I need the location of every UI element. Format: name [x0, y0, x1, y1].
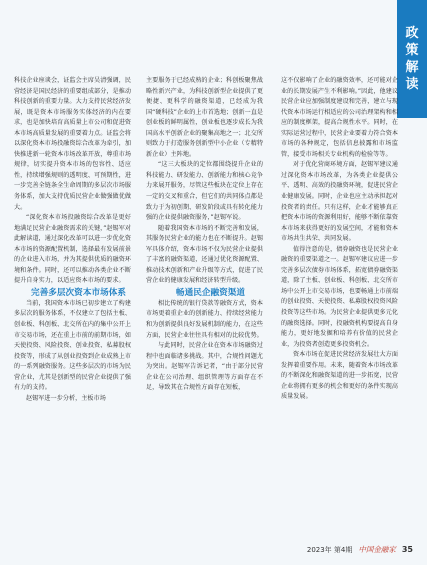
paragraph: 赵锡军进一步分析，主板市场 — [26, 394, 106, 402]
paragraph: 科技企业座谈会，证监会主席吴清强调，民营经济是国民经济的重要组成部分，是推动科技创新的重要力量。大力支持民营经济发展，既是资本市场服务实体经济的内在要求，也是加快培育高质量上市公司和促进资本市场高质量发展的重要着力点。证监会将以深化资本市场投融资综合改革为牵引，加快推进新一轮资本市场改革开放，尊重市场规律，切实提升资本市场的包容性、适应性，持续增强规则的透明度、可预期性，进一步完善全链条全生命周期的多层次市场服务体系，加大支持优质民营企业做强做优做大。 — [14, 77, 131, 211]
section-tab-char: 政 — [405, 26, 419, 41]
section-tab-char: 读 — [405, 77, 419, 92]
paragraph: 相比传统的银行贷款等融资方式，资本市场更着重企业的创新能力、持续经营能力和为创新提供良好发展机制的能力，在这些方面，民营企业往往具有相对的比较优势。 — [146, 299, 263, 339]
magazine-logo: 中国金融家 — [358, 545, 396, 554]
section-tab-char: 解 — [405, 60, 419, 75]
section-tab-char: 策 — [405, 43, 419, 58]
issue-label: 2023年 第4期 — [306, 545, 353, 554]
paragraph: 主要服务于已经成熟的企业；科创板聚焦战略性新兴产业，为科技创新型企业提供了更便捷、更科学的融资渠道，已经成为我国“硬科技”企业的上市首选地；创新一直是创业板的鲜明属性，创业板也逐步成长为我国高水平创新企业的聚集高地之一；北交所则致力于打造服务创新型中小企业（专精特新企业）主阵地。 — [146, 77, 264, 158]
text-column-3 — [281, 76, 398, 403]
page-footer — [307, 544, 413, 555]
paragraph: 这不仅影响了企业的融资效率，还可能对企业的长期发展产生不利影响。”因此，他建议民营企业应加强制度建设和完善，建立与现代资本市场运行相适应的公司治理架构和相应的制度框架，提高合规性水平。同时，在实际运营过程中，民营企业要着力符合资本市场的各种规定，包括信息披露和市场监管，接受市场相关专业机构的检验等等。 — [281, 77, 398, 158]
page-number: 35 — [401, 545, 413, 554]
paragraph: 与此同时，民营企业在资本市场融资过程中也面临诸多挑战。其中，合规性问题尤为突出。赵锡军告诉记者，“由于部分民营企业在公司治理、组织管理等方面存在不足，导致其在合规性方面存在短板， — [146, 342, 263, 392]
paragraph: “深化资本市场投融资综合改革是更好地满足民营企业融资需求的关键，”赵锡军对此解读道，通过深化改革可以进一步优化资本市场的资源配置机制，选择最有发展前景的企业进入市场，并为其提供优质的融资环境和条件。同时，还可以推动各类企业不断提升自身实力，以适应资本市场的要求。 — [14, 214, 131, 285]
paragraph: 值得注意的是，债券融资也是民营企业融资的重要渠道之一。赵锡军建议应进一步完善多层次债券市场体系，拓宽债券融资渠道，除了主板、创业板、科创板、北交所市场中公开上市交易市场，也要畅通上市前端的创业投资、天使投资、私募股权投资风险投资等这些市场。为民营企业提供更多元化的融资选择。同时，投融资机构要提高自身能力，更好地发掘和培养有价值的民营企业，为投资者创造更多投资机会。 — [281, 245, 398, 348]
paragraph: 对于优化营商环境方面，赵锡军建议通过深化资本市场改革，为各类企业提供公平、透明、高效的投融资环境，促进民营企业健康发展。同时，企业也应主动承担起对投资者的责任。只有这样，企业才能够真正把资本市场的资源利用好，能够不断依靠资本市场来获得更好的发展空间，才能和资本市场共生共荣、共同发展。 — [281, 161, 398, 243]
text-column-2 — [146, 76, 263, 394]
paragraph: 资本市场在促进民营经济发展壮大方面发挥着重要作用。未来，随着资本市场改革的不断深化和融资渠道的进一步拓宽，民营企业将拥有更多的机会和更好的条件实现高质量发展。 — [281, 351, 398, 401]
paragraph: 当前，我国资本市场已初步建立了构建多层次的服务体系，不仅建立了包括主板、创业板、科创板、北交所在内的集中公开上市交易市场，还在重上市前的前期市场，如天使投资、风险投资、创业投资、私募股权投资等，形成了从创业投资到企业成熟上市的一系列融资服务。这些多层次的市场为民营企业，尤其是创新型的民营企业提供了强有力的支持。 — [14, 299, 131, 392]
section-heading: 完善多层次资本市场体系 — [30, 287, 127, 298]
paragraph: 随着我国资本市场的不断完善和发展，其服务民营企业的能力也在不断提升。赵锡军具体介绍，资本市场不仅为民营企业提供了丰富的融资渠道，还通过优化资源配置、推动技术创新和产业升级等方式，促进了民营企业的健康发展和经济转型升级。 — [146, 224, 263, 285]
paragraph: “这三大板块的定位都围绕提升企业的科技能力、研发能力、创新能力和核心竞争力来展开服务，尽管这些板块在定位上存在一定的交叉和重合，但它们的共同体点都是致力于为初创期、研发阶段或具有转化能力强的企业提供融资服务，”赵锡军说。 — [146, 161, 263, 222]
section-heading: 畅通民企融资渠道 — [175, 287, 246, 298]
text-column-1 — [14, 76, 131, 404]
section-tab-policy-interpretation — [397, 0, 427, 118]
